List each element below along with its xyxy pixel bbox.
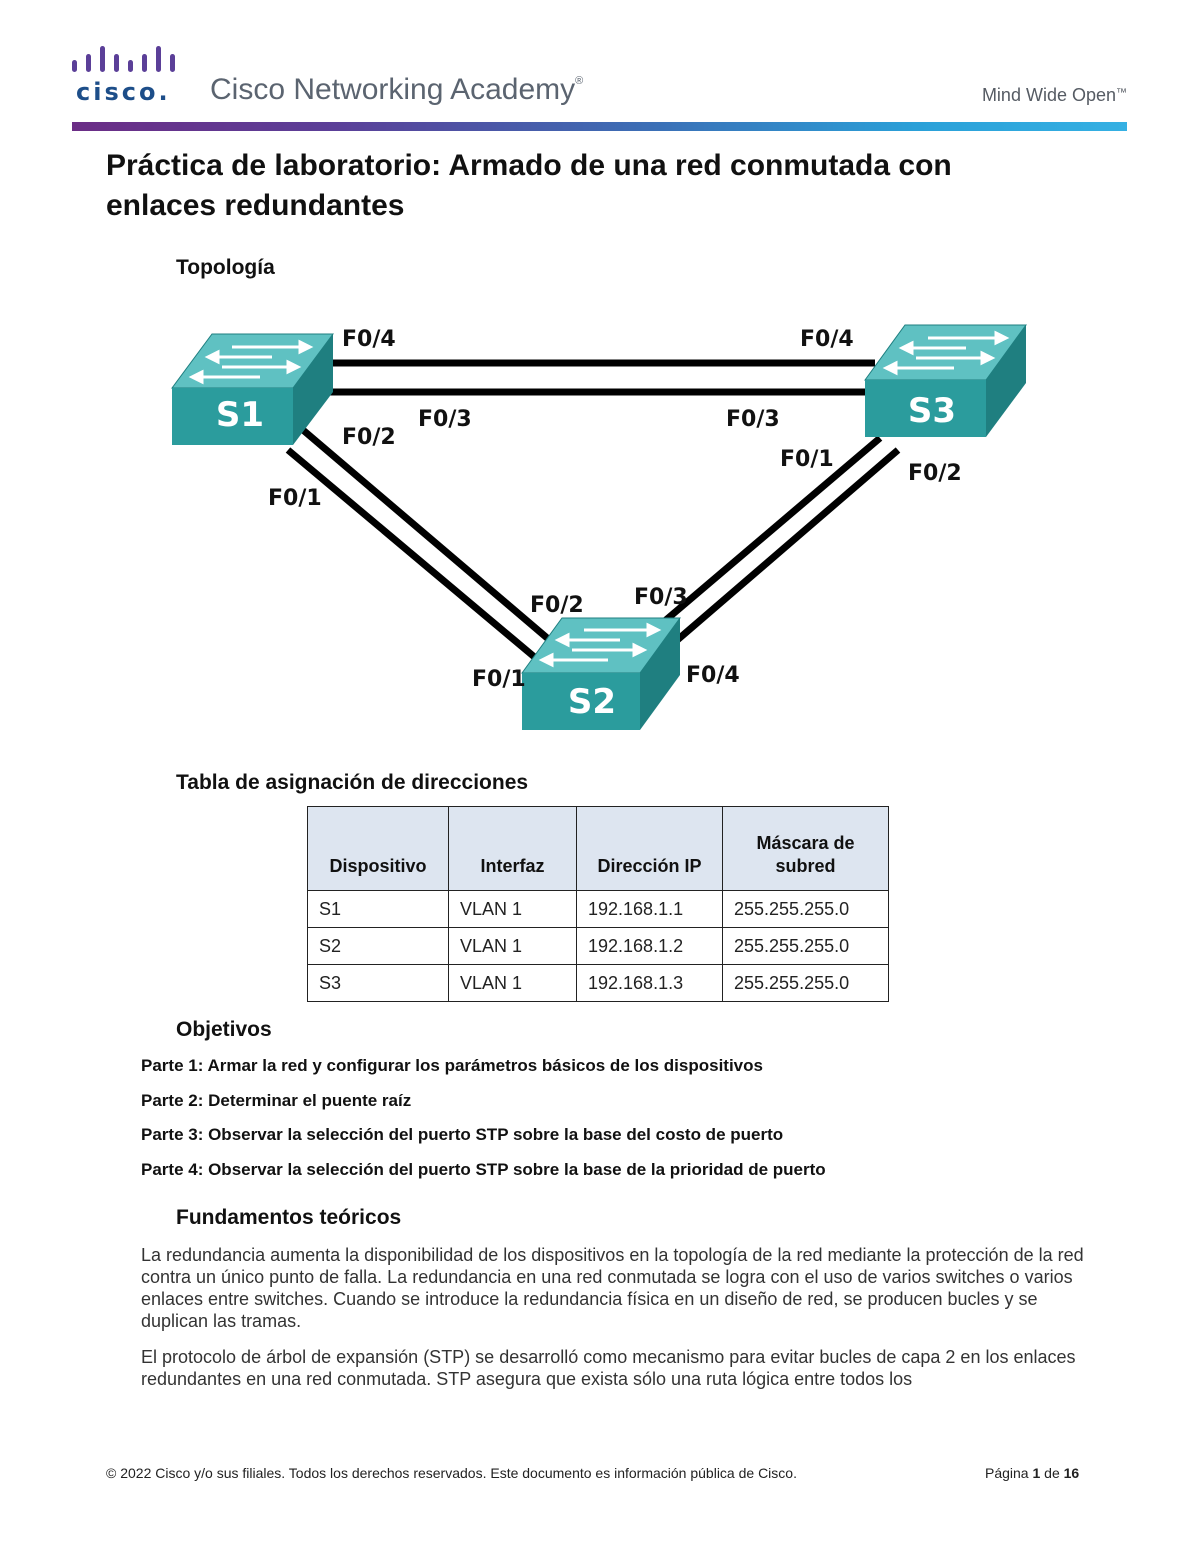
link-s1-s2 (288, 430, 553, 660)
port-s2-f03: F0/3 (634, 585, 688, 610)
port-s2-f01: F0/1 (472, 667, 526, 692)
table-cell: VLAN 1 (449, 891, 577, 928)
table-cell: VLAN 1 (449, 928, 577, 965)
objective-item: Parte 3: Observar la selección del puerto STP sobre la base del costo de puerto (141, 1125, 784, 1144)
academy-name: Cisco Networking Academy® (210, 73, 584, 106)
column-header: Interfaz (449, 807, 577, 891)
table-row (308, 965, 889, 1002)
table-cell: 192.168.1.2 (577, 928, 723, 965)
port-s3-f02: F0/2 (908, 461, 962, 486)
objective-item: Parte 4: Observar la selección del puerto STP sobre la base de la prioridad de puerto (141, 1159, 826, 1179)
footer-copyright: © 2022 Cisco y/o sus filiales. Todos los derechos reservados. Este documento es información pública de Cisco. (106, 1465, 797, 1481)
addressing-heading: Tabla de asignación de direcciones (176, 771, 529, 794)
switch-s1 (172, 334, 333, 445)
cisco-logo-text: cisco. (76, 78, 171, 106)
port-s1-f02: F0/2 (342, 425, 396, 450)
tagline: Mind Wide Open™ (981, 85, 1127, 105)
topology-heading: Topología (176, 256, 275, 279)
switch-s3-label: S3 (907, 391, 957, 431)
switch-s3 (865, 325, 1026, 437)
table-cell: S1 (308, 891, 449, 928)
link-s3-s2 (660, 438, 898, 642)
topology-diagram (160, 300, 1040, 740)
page-number: Página 1 de 16 (985, 1465, 1080, 1481)
objective-item: Parte 2: Determinar el puente raíz (141, 1090, 412, 1110)
background-paragraph-2: El protocolo de árbol de expansión (STP) se desarrolló como mecanismo para evitar bucles de capa 2 en los enlaces redundantes en una red conmutada. STP asegura que exista sólo una ruta lógica entre todos los (141, 1347, 1076, 1389)
background-heading: Fundamentos teóricos (176, 1206, 402, 1229)
table-cell: S3 (308, 965, 449, 1002)
column-header: Dirección IP (577, 807, 723, 891)
port-s3-f03: F0/3 (726, 407, 780, 432)
addressing-table (307, 806, 889, 1002)
switch-s1-label: S1 (215, 395, 265, 435)
table-row (308, 928, 889, 965)
port-s3-f04: F0/4 (800, 327, 854, 352)
table-row (308, 891, 889, 928)
port-s2-f04: F0/4 (686, 663, 740, 688)
port-s1-f03: F0/3 (418, 407, 472, 432)
table-header-row (308, 807, 889, 891)
objectives-heading: Objetivos (176, 1018, 272, 1041)
port-s1-f04: F0/4 (342, 327, 396, 352)
cisco-logo-bars (72, 44, 184, 76)
table-cell: S2 (308, 928, 449, 965)
port-s2-f02: F0/2 (530, 593, 584, 618)
header-gradient-bar (72, 122, 1127, 131)
port-s1-f01: F0/1 (268, 486, 322, 511)
column-header: Dispositivo (308, 807, 449, 891)
port-s3-f01: F0/1 (780, 447, 834, 472)
table-cell: 192.168.1.1 (577, 891, 723, 928)
table-cell: 255.255.255.0 (723, 965, 889, 1002)
table-cell: 255.255.255.0 (723, 891, 889, 928)
column-header: Máscara de subred (723, 807, 889, 891)
objective-item: Parte 1: Armar la red y configurar los parámetros básicos de los dispositivos (141, 1056, 763, 1075)
background-paragraph-1: La redundancia aumenta la disponibilidad de los dispositivos en la topología de la red mediante la protección de la red contra un único punto de falla. La redundancia en una red conmutada se logra con el uso de varios switches o varios enlaces entre switches. Cuando se introduce la redundancia física en un diseño de red, se producen bucles y se duplican las tramas. (141, 1245, 1084, 1331)
switch-s2-label: S2 (567, 682, 617, 722)
table-cell: 192.168.1.3 (577, 965, 723, 1002)
link-s1-s3 (330, 363, 875, 392)
page-title: Práctica de laboratorio: Armado de una red conmutada con enlaces redundantes (106, 149, 952, 222)
objectives-list (141, 1054, 826, 1192)
table-cell: VLAN 1 (449, 965, 577, 1002)
table-cell: 255.255.255.0 (723, 928, 889, 965)
